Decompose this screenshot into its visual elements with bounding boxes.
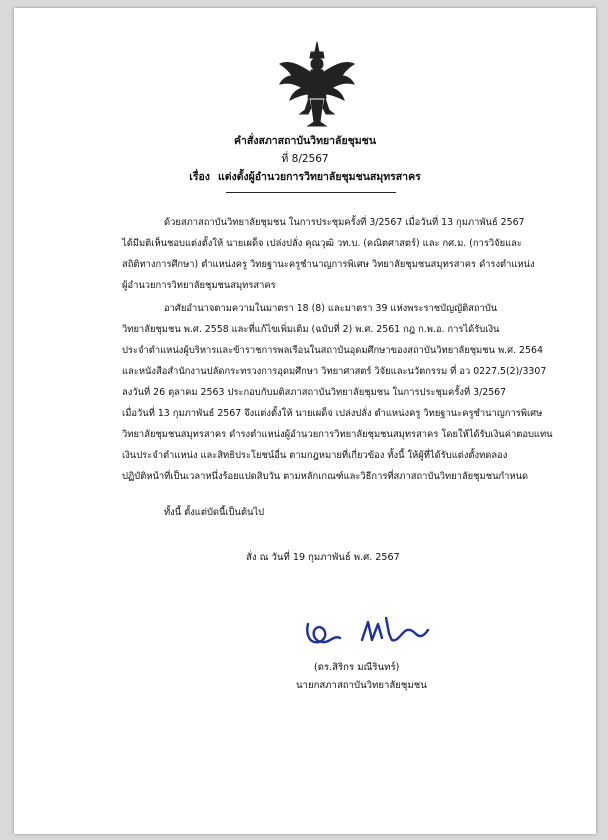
paragraph-1-line: สถิติทางการศึกษา) ตำแหน่งครู วิทยฐานะครูชำนาญการพิเศษ วิทยาลัยชุมชนสมุทรสาคร ดำรงตำแหน่ง [122,259,535,270]
paragraph-1-line: ได้มีมติเห็นชอบแต่งตั้งให้ นายเผด็จ เปล่งปลั่ง คุณวุฒิ วท.บ. (คณิตศาสตร์) และ กศ.ม. (การวิจัยและ [122,238,522,249]
paragraph-2-line: เมื่อวันที่ 13 กุมภาพันธ์ 2567 จึงแต่งตั้งให้ นายเผด็จ เปล่งปลั่ง ตำแหน่งครู วิทยฐานะครูชำนาญการพิเศษ [122,408,543,419]
paragraph-2-line: และหนังสือสำนักงานปลัดกระทรวงการอุดมศึกษา วิทยาศาสตร์ วิจัยและนวัตกรรม ที่ อว 0227.5(2)/3307 [122,366,547,377]
paragraph-2-line: ลงวันที่ 26 ตุลาคม 2563 ประกอบกับมติสภาสถาบันวิทยาลัยชุมชน ในการประชุมครั้งที่ 3/2567 [122,387,507,398]
subject-text: แต่งตั้งผู้อำนวยการวิทยาลัยชุมชนสมุทรสาคร [217,171,421,183]
paragraph-2-line: วิทยาลัยชุมชนสมุทรสาคร ดำรงตำแหน่งผู้อำนวยการวิทยาลัยชุมชนสมุทรสาคร โดยให้ได้รับเงินค่าตอบแทน [122,429,553,440]
paragraph-2-line: เงินประจำตำแหน่ง และสิทธิประโยชน์อื่น ตามกฎหมายที่เกี่ยวข้อง ทั้งนี้ ให้ผู้ที่ได้รับแต่งตั้งทดลอง [122,450,508,461]
paragraph-2-line: ประจำตำแหน่งผู้บริหารและข้าราชการพลเรือนในสถาบันอุดมศึกษาของสถาบันวิทยาลัยชุมชน พ.ศ. 2564 [122,345,543,356]
handwritten-signature [302,610,432,652]
garuda-emblem [278,38,356,128]
paragraph-2-line: ปฏิบัติหน้าที่เป็นเวลาหนึ่งร้อยแปดสิบวัน ตามหลักเกณฑ์และวิธีการที่สภาสถาบันวิทยาลัยชุมชนกำหนด [122,471,529,482]
heading-divider [226,192,396,193]
order-title: คำสั่งสภาสถาบันวิทยาลัยชุมชน [234,135,376,147]
signer-name: (ดร.สิริกร มณีรินทร์) [314,662,400,673]
subject-label: เรื่อง [189,171,210,183]
document-page [14,8,596,834]
order-subject-line [14,168,596,185]
paragraph-2-line: วิทยาลัยชุมชน พ.ศ. 2558 และที่แก้ไขเพิ่มเติม (ฉบับที่ 2) พ.ศ. 2561 กฎ ก.พ.อ. การได้รับเงิน [122,324,500,335]
paragraph-2-line: อาศัยอำนาจตามความในมาตรา 18 (8) และมาตรา 39 แห่งพระราชบัญญัติสถาบัน [164,303,498,314]
paragraph-1 [122,212,562,296]
paragraph-2 [122,298,562,487]
effective-clause: ทั้งนี้ ตั้งแต่บัดนี้เป็นต้นไป [164,507,265,518]
signed-date: สั่ง ณ วันที่ 19 กุมภาพันธ์ พ.ศ. 2567 [246,552,400,563]
paragraph-1-line: ผู้อำนวยการวิทยาลัยชุมชนสมุทรสาคร [122,280,276,291]
paragraph-3 [122,502,562,523]
order-number: ที่ 8/2567 [281,153,329,165]
paragraph-1-line: ด้วยสภาสถาบันวิทยาลัยชุมชน ในการประชุมครั้งที่ 3/2567 เมื่อวันที่ 13 กุมภาพันธ์ 2567 [164,217,525,228]
signer-position: นายกสภาสถาบันวิทยาลัยชุมชน [296,680,427,691]
